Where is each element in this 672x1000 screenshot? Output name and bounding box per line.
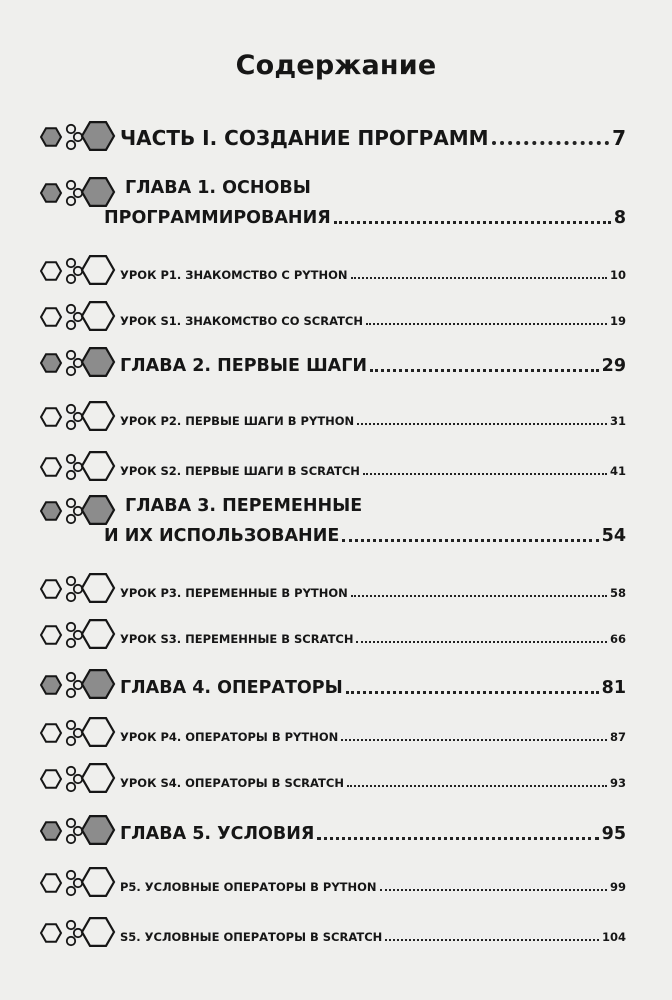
dot-leader	[334, 221, 611, 224]
outline-hexagon-icon	[40, 864, 116, 900]
toc-entry-title: УРОК P4. ОПЕРАТОРЫ В PYTHON	[120, 730, 339, 744]
toc-lesson-entry[interactable]	[40, 296, 632, 336]
toc-lesson-entry[interactable]	[40, 446, 632, 486]
toc-page-number: 29	[601, 356, 626, 376]
toc-lesson-entry[interactable]	[40, 758, 632, 798]
toc-chapter-entry[interactable]	[40, 342, 632, 382]
toc-entry-title-line1: ГЛАВА 3. ПЕРЕМЕННЫЕ	[125, 496, 363, 516]
toc-lesson-entry[interactable]	[40, 568, 632, 608]
toc-page-number: 95	[601, 824, 626, 844]
toc-entry-title: УРОК P3. ПЕРЕМЕННЫЕ В PYTHON	[120, 586, 348, 600]
toc-chapter-entry[interactable]	[40, 664, 632, 704]
toc-entry-title: УРОК S4. ОПЕРАТОРЫ В SCRATCH	[120, 776, 344, 790]
toc-entry-title: ЧАСТЬ I. СОЗДАНИЕ ПРОГРАММ	[120, 126, 489, 150]
filled-hexagon-icon	[40, 812, 116, 848]
toc-page-number: 66	[609, 632, 626, 646]
dot-leader	[492, 141, 610, 145]
toc-entry-title: УРОК S2. ПЕРВЫЕ ШАГИ В SCRATCH	[120, 464, 360, 478]
page-title: Содержание	[235, 50, 437, 81]
outline-hexagon-icon	[40, 398, 116, 434]
dot-leader	[347, 785, 607, 787]
toc-entry-title-line1: ГЛАВА 1. ОСНОВЫ	[125, 178, 311, 198]
outline-hexagon-icon	[40, 760, 116, 796]
toc-lesson-entry[interactable]	[40, 862, 632, 902]
toc-page-number: 41	[609, 464, 626, 478]
toc-lesson-entry[interactable]	[40, 614, 632, 654]
dot-leader	[357, 423, 607, 425]
toc-page-number: 93	[609, 776, 626, 790]
toc-entry-title: ГЛАВА 5. УСЛОВИЯ	[120, 824, 315, 844]
dot-leader	[370, 369, 599, 372]
toc-entry-title: УРОК S1. ЗНАКОМСТВО СО SCRATCH	[120, 314, 363, 328]
toc-entry-title: И ИХ ИСПОЛЬЗОВАНИЕ	[104, 526, 340, 546]
dot-leader	[380, 889, 607, 891]
toc-lesson-entry[interactable]	[40, 250, 632, 290]
toc-page-number: 99	[609, 880, 626, 894]
outline-hexagon-icon	[40, 298, 116, 334]
toc-chapter-entry[interactable]	[40, 490, 632, 552]
toc-entry-title: УРОК P1. ЗНАКОМСТВО С PYTHON	[120, 268, 348, 282]
toc-entry-title: ГЛАВА 4. ОПЕРАТОРЫ	[120, 678, 343, 698]
toc-part-entry[interactable]	[40, 116, 632, 156]
toc-chapter-entry[interactable]	[40, 810, 632, 850]
dot-leader	[385, 939, 599, 941]
filled-hexagon-icon	[40, 344, 116, 380]
filled-hexagon-icon	[40, 666, 116, 702]
toc-page-number: 10	[609, 268, 626, 282]
dot-leader	[342, 539, 598, 542]
filled-hexagon-icon	[40, 118, 116, 154]
dot-leader	[351, 595, 607, 597]
toc-entry-title: ГЛАВА 2. ПЕРВЫЕ ШАГИ	[120, 356, 368, 376]
toc-entry-title: УРОК P2. ПЕРВЫЕ ШАГИ В PYTHON	[120, 414, 355, 428]
toc-lesson-entry[interactable]	[40, 396, 632, 436]
outline-hexagon-icon	[40, 252, 116, 288]
toc-entry-title: S5. УСЛОВНЫЕ ОПЕРАТОРЫ В SCRATCH	[120, 930, 383, 944]
toc-page-number: 81	[601, 678, 626, 698]
toc-page-number: 54	[601, 526, 626, 546]
toc-page-number: 8	[613, 208, 626, 228]
dot-leader	[317, 837, 598, 840]
toc-lesson-entry[interactable]	[40, 912, 632, 952]
dot-leader	[366, 323, 607, 325]
toc-entry-title: P5. УСЛОВНЫЕ ОПЕРАТОРЫ В PYTHON	[120, 880, 377, 894]
toc-page-number: 104	[601, 930, 626, 944]
toc-entry-title: УРОК S3. ПЕРЕМЕННЫЕ В SCRATCH	[120, 632, 354, 646]
toc-chapter-entry[interactable]	[40, 172, 632, 234]
toc-lesson-entry[interactable]	[40, 712, 632, 752]
dot-leader	[341, 739, 607, 741]
toc-page-number: 31	[609, 414, 626, 428]
dot-leader	[356, 641, 607, 643]
dot-leader	[351, 277, 607, 279]
outline-hexagon-icon	[40, 914, 116, 950]
outline-hexagon-icon	[40, 570, 116, 606]
toc-page-number: 87	[609, 730, 626, 744]
dot-leader	[346, 691, 599, 694]
toc-page-number: 58	[609, 586, 626, 600]
toc-page-number: 19	[609, 314, 626, 328]
toc-entry-title: ПРОГРАММИРОВАНИЯ	[104, 208, 331, 228]
outline-hexagon-icon	[40, 448, 116, 484]
toc-page-number: 7	[612, 126, 626, 150]
outline-hexagon-icon	[40, 616, 116, 652]
dot-leader	[363, 473, 607, 475]
outline-hexagon-icon	[40, 714, 116, 750]
